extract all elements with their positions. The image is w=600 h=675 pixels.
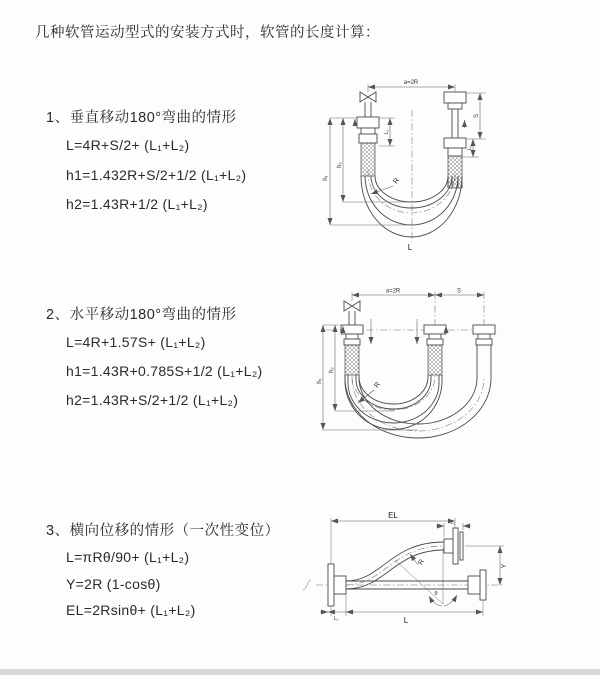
right-flange	[468, 570, 486, 600]
label-L1: L₁	[333, 616, 339, 622]
label-EL: EL	[388, 511, 398, 520]
section-2-formula-L: L=4R+1.57S+ (L₁+L₂)	[66, 334, 206, 350]
label-L2: L₂	[450, 520, 456, 526]
label-h2: h₂	[337, 162, 343, 168]
section-3-formula-L: L=πRθ/90+ (L₁+L₂)	[66, 549, 190, 565]
label-L: L	[403, 616, 409, 625]
angle-theta	[395, 548, 457, 606]
left-flange	[328, 564, 346, 606]
moved-pipe-fitting	[473, 325, 495, 350]
centerline-symbol	[303, 580, 311, 590]
label-L2: L₂	[467, 145, 473, 151]
section-2-heading: 2、水平移动180°弯曲的情形	[46, 307, 237, 323]
dimension-a-2R	[368, 80, 455, 92]
dimension-S	[435, 289, 484, 296]
diagram-lateral-displacement	[298, 506, 528, 636]
dimension-EL	[331, 511, 455, 567]
label-L1: L₁	[384, 129, 390, 135]
s-curve-hose	[346, 542, 444, 589]
section-2-formula-h1: h1=1.43R+0.785S+1/2 (L₁+L₂)	[66, 363, 263, 379]
section-1-formula-L: L=4R+S/2+ (L₁+L₂)	[66, 137, 190, 153]
label-R: R	[417, 558, 426, 567]
dimension-h1	[317, 325, 418, 430]
label-theta: θ	[434, 591, 438, 597]
left-pipe-fitting	[357, 102, 379, 176]
label-S: S	[474, 113, 480, 119]
left-pipe-fitting	[341, 325, 363, 375]
dimension-L1	[320, 594, 354, 622]
label-L: L	[407, 243, 413, 252]
valve-icon	[360, 92, 376, 102]
section-2-formula-h2: h2=1.43R+S/2+1/2 (L₁+L₂)	[66, 392, 239, 408]
dimension-L1	[379, 118, 395, 146]
label-h1: h₁	[323, 175, 329, 181]
middle-pipe-fitting	[424, 325, 446, 375]
diagram-vertical-180-bend	[313, 70, 558, 260]
u-bend-hose	[361, 170, 462, 237]
braided-hose-section	[345, 345, 359, 375]
right-pipe-fitting	[444, 92, 466, 188]
valve-icon	[344, 301, 360, 325]
label-h1: h₁	[317, 378, 323, 384]
label-a-2R: a=2R	[385, 288, 401, 295]
dimension-L	[328, 600, 483, 625]
section-1-heading: 1、垂直移动180°弯曲的情形	[46, 110, 237, 126]
section-1-formula-h1: h1=1.432R+S/2+1/2 (L₁+L₂)	[66, 167, 247, 183]
dimension-L2	[467, 139, 473, 157]
section-3-formula-EL: EL=2Rsinθ+ (L₁+L₂)	[66, 602, 196, 618]
section-3-formula-Y: Y=2R (1-cosθ)	[66, 576, 161, 592]
diagram-horizontal-180-bend	[312, 286, 570, 466]
braided-hose-section	[448, 156, 462, 188]
dimension-h2	[329, 325, 394, 411]
braided-hose-section	[428, 345, 442, 375]
label-a-2R: a=2R	[403, 80, 419, 86]
section-3-heading: 3、横向位移的情形（一次性变位）	[46, 523, 280, 539]
page-title: 几种软管运动型式的安装方式时，软管的长度计算：	[35, 25, 380, 41]
label-R: R	[392, 177, 402, 186]
page-bottom-edge	[0, 669, 600, 675]
label-h2: h₂	[329, 367, 335, 373]
dimension-a-2R	[352, 289, 484, 343]
label-S: S	[456, 288, 462, 295]
radius-callout	[410, 554, 426, 566]
label-R: R	[373, 381, 383, 390]
section-1-formula-h2: h2=1.43R+1/2 (L₁+L₂)	[66, 196, 208, 212]
label-Y: Y	[501, 563, 508, 569]
displaced-flange	[444, 528, 463, 564]
